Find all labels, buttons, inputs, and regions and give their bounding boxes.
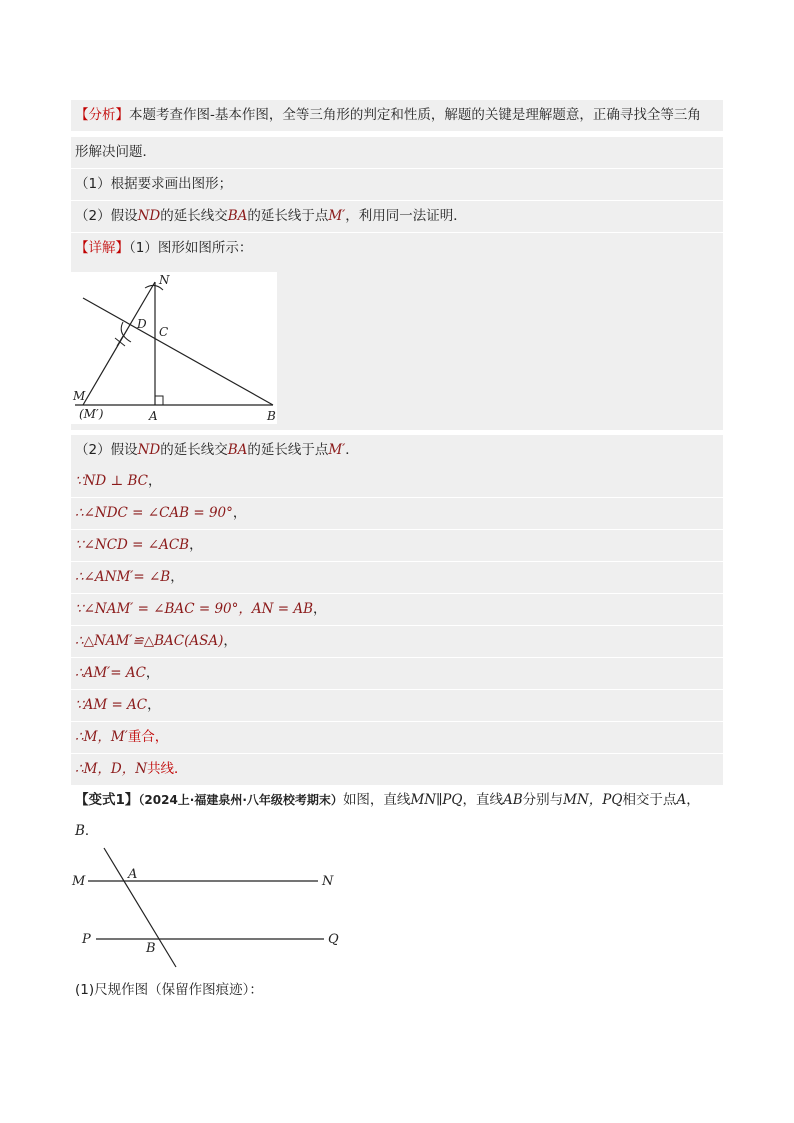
text: ，利用同一法证明． — [345, 208, 467, 224]
proof-symbol: ∵ — [75, 697, 84, 713]
proof-expr: △NAM′≌△BAC(ASA) — [83, 633, 224, 649]
proof-expr: ∠ANM′= ∠B — [83, 569, 171, 585]
proof-symbol: ∴ — [75, 729, 84, 745]
proof-step — [71, 690, 723, 721]
proof-step — [71, 562, 723, 593]
proof-step — [71, 658, 723, 689]
proof-symbol: ∴ — [75, 633, 84, 649]
math: M′ — [328, 442, 346, 458]
proof-symbol: ∵ — [75, 537, 84, 553]
line-ab — [104, 848, 176, 967]
proof-step — [71, 466, 723, 497]
text: ． — [84, 823, 99, 839]
variant-task — [71, 975, 723, 1006]
math: M′ — [328, 208, 346, 224]
proof-step — [71, 722, 723, 753]
variant-source: （2024上·福建泉州·八年级校考期末） — [138, 793, 343, 807]
label-b: B — [146, 941, 156, 956]
figure-1 — [71, 272, 277, 424]
text: 的延长线交 — [160, 208, 228, 224]
proof-symbol: ∵ — [75, 601, 84, 617]
analysis-line-2 — [71, 137, 723, 168]
proof-tail: ， — [148, 473, 162, 489]
text: 的延长线于点 — [247, 208, 329, 224]
proof-expr: M，M′ — [83, 729, 128, 745]
math: B — [75, 823, 85, 839]
math: MN∥PQ — [410, 792, 463, 808]
detail-intro — [71, 233, 723, 264]
proof-symbol: ∵ — [75, 473, 84, 489]
text: 分别与 — [522, 792, 564, 808]
proof-expr: ∠NCD = ∠ACB — [83, 537, 190, 553]
analysis-step-2 — [71, 201, 723, 232]
proof-symbol: ∴ — [75, 569, 84, 585]
proof-tail: ， — [147, 697, 161, 713]
detail-part-2 — [71, 435, 723, 466]
proof-step — [71, 530, 723, 561]
proof-tail: ， — [223, 633, 237, 649]
analysis-step-1 — [71, 169, 723, 200]
math: BA — [227, 442, 248, 458]
proof-step — [71, 498, 723, 529]
text: ， — [686, 792, 700, 808]
arc-cross — [115, 336, 125, 346]
proof-symbol: ∴ — [75, 505, 84, 521]
math: AB — [502, 792, 523, 808]
figure-2 — [68, 842, 348, 972]
detail-intro-text: （1）图形如图所示： — [129, 240, 253, 256]
proof-symbol: ∴ — [75, 665, 84, 681]
math: ND — [137, 208, 161, 224]
text: 的延长线于点 — [247, 442, 329, 458]
label-a: A — [128, 867, 138, 882]
proof-step — [71, 626, 723, 657]
proof-symbol: ∴ — [75, 761, 84, 777]
proof-expr: AM′= AC — [83, 665, 146, 681]
text: （2）假设 — [75, 442, 138, 458]
detail-tag: 【详解】 — [75, 240, 129, 256]
label-q: Q — [328, 932, 339, 947]
proof-tail: 重合， — [127, 729, 169, 745]
label-m: M — [72, 874, 86, 889]
proof-expr: ∠NDC = ∠CAB = 90° — [83, 505, 233, 521]
text: 如图，直线 — [342, 792, 411, 808]
text: 相交于点 — [622, 792, 677, 808]
analysis-text-2: 形解决问题． — [75, 144, 156, 160]
label-a: A — [149, 409, 158, 423]
proof-tail: ， — [232, 505, 247, 521]
label-c: C — [159, 325, 169, 339]
proof-tail: ， — [189, 537, 203, 553]
proof-step — [71, 594, 723, 625]
proof-tail: ， — [313, 601, 327, 617]
proof-expr: AM = AC — [83, 697, 148, 713]
proof-tail: 共线． — [147, 761, 188, 777]
label-b: B — [267, 409, 276, 423]
proof-expr: ND ⊥ BC — [83, 473, 149, 489]
math: ND — [137, 442, 161, 458]
label-m-prime: (M′) — [79, 407, 104, 421]
proof-tail: ， — [145, 665, 160, 681]
proof-expr: ∠NAM′ = ∠BAC = 90°，AN = AB — [83, 601, 314, 617]
label-p: P — [82, 932, 91, 947]
text: ，直线 — [462, 792, 503, 808]
analysis-step-1-text: （1）根据要求画出图形； — [75, 176, 233, 192]
variant-line-1 — [71, 785, 723, 816]
right-angle-mark — [155, 396, 163, 405]
math: BA — [227, 208, 248, 224]
proof-step — [71, 754, 723, 785]
variant-task-text: (1)尺规作图（保留作图痕迹）： — [75, 982, 263, 998]
analysis-text-1: 本题考查作图-基本作图，全等三角形的判定和性质，解题的关键是理解题意，正确寻找全等三角 — [129, 107, 701, 123]
text: （2）假设 — [75, 208, 138, 224]
text: ． — [345, 442, 359, 458]
label-n: N — [322, 874, 334, 889]
text: 的延长线交 — [160, 442, 228, 458]
proof-tail: ， — [170, 569, 184, 585]
math: A — [676, 792, 687, 808]
math: MN，PQ — [563, 792, 623, 808]
analysis-line-1 — [71, 100, 723, 131]
variant-tag: 【变式1】 — [75, 792, 139, 808]
line-cb — [83, 298, 273, 405]
label-m: M — [73, 389, 86, 403]
label-n: N — [159, 273, 170, 287]
analysis-tag: 【分析】 — [75, 107, 129, 123]
proof-expr: M，D，N — [83, 761, 148, 777]
label-d: D — [137, 317, 147, 331]
